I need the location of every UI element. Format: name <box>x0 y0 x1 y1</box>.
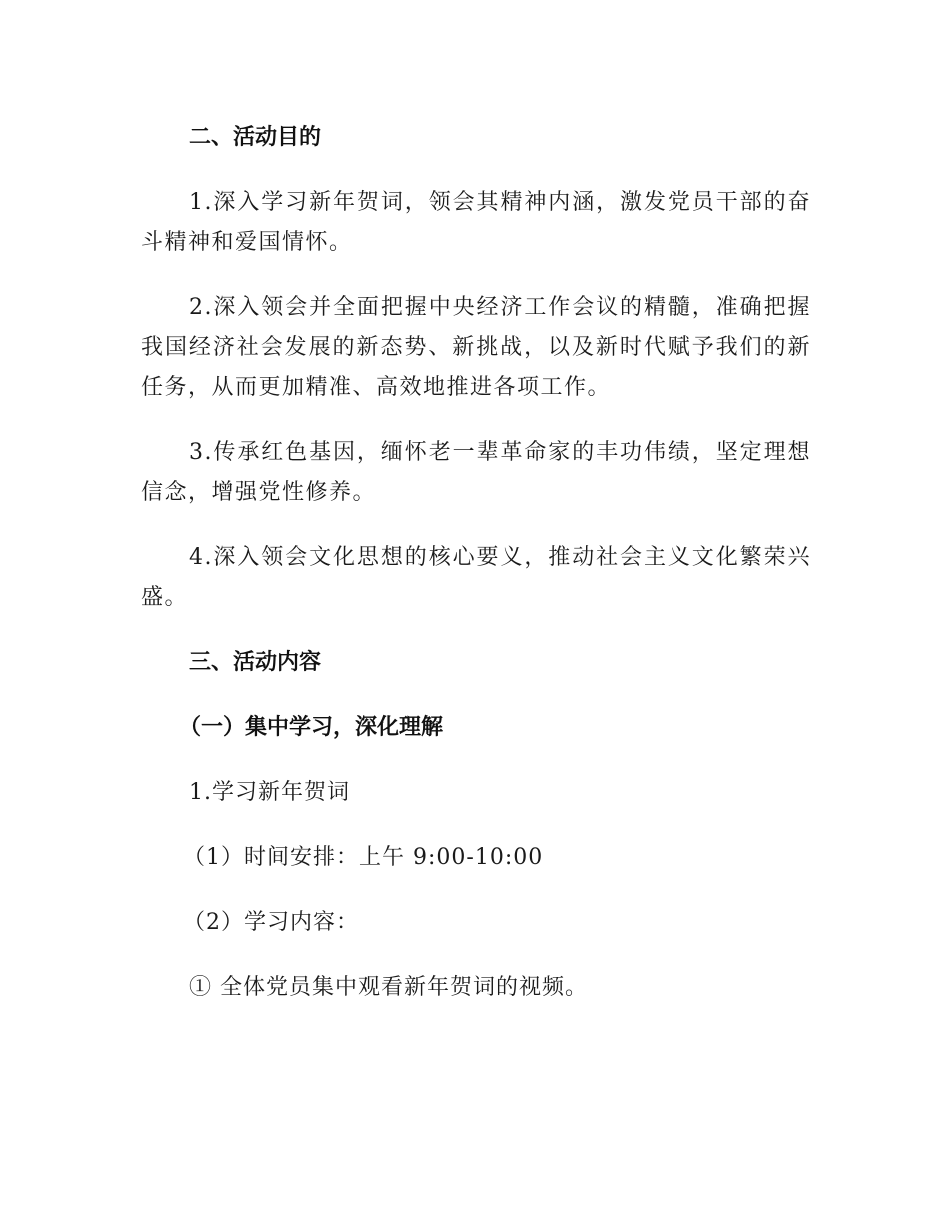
objective-item-2: 2.深入领会并全面把握中央经济工作会议的精髓，准确把握我国经济社会发展的新态势、新挑战，以及新时代赋予我们的新任务，从而更加精准、高效地推进各项工作。 <box>141 295 811 400</box>
subsection-heading-study: （一）集中学习，深化理解 <box>179 715 444 740</box>
objective-item-4: 4.深入领会文化思想的核心要义，推动社会主义文化繁荣兴盛。 <box>141 545 811 610</box>
document-body <box>141 118 811 1008</box>
section-heading-objectives: 二、活动目的 <box>189 125 322 150</box>
study-content-label: （2）学习内容： <box>183 910 359 935</box>
study-item-title: 1.学习新年贺词 <box>189 780 350 805</box>
section-heading-content: 三、活动内容 <box>189 650 322 675</box>
study-time: （1）时间安排：上午 9:00-10:00 <box>183 845 544 870</box>
objective-item-1: 1.深入学习新年贺词，领会其精神内涵，激发党员干部的奋斗精神和爱国情怀。 <box>141 190 811 255</box>
objective-item-3: 3.传承红色基因，缅怀老一辈革命家的丰功伟绩，坚定理想信念，增强党性修养。 <box>141 440 811 505</box>
study-content-item-1: ① 全体党员集中观看新年贺词的视频。 <box>189 975 588 1000</box>
